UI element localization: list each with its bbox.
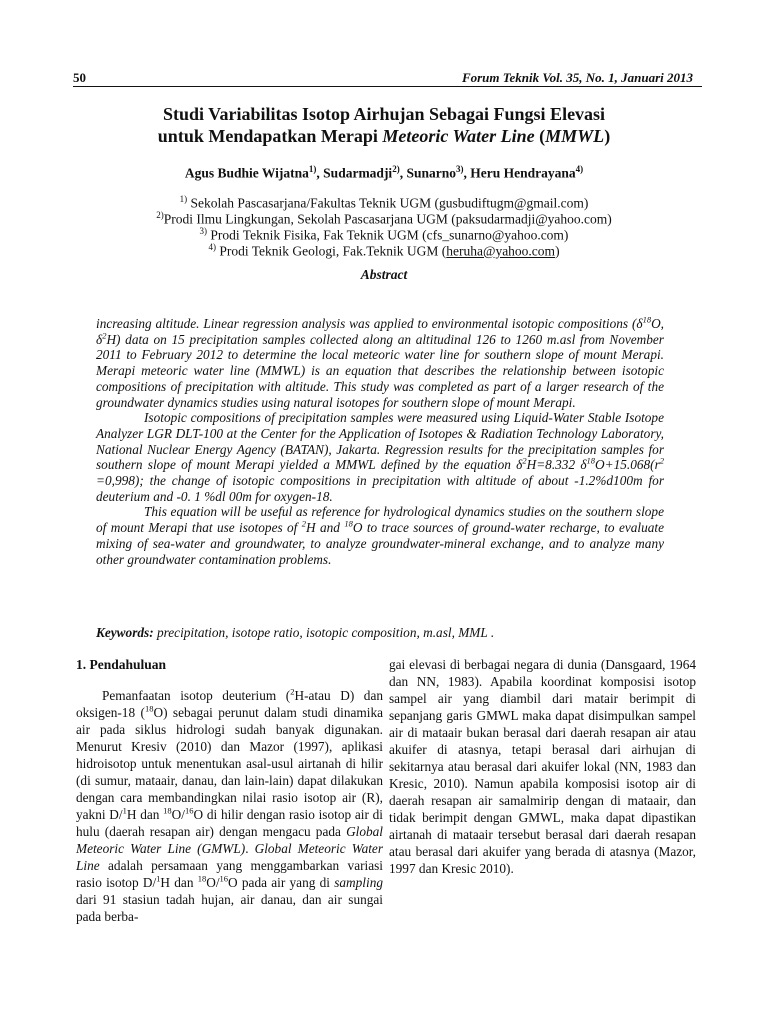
author-mark: 2)	[392, 164, 400, 174]
affiliation-text: Prodi Teknik Fisika, Fak Teknik UGM (cfs_sunarno@yahoo.com)	[207, 227, 569, 243]
affiliation-4	[60, 239, 708, 260]
title-paren-open: (	[534, 126, 546, 146]
author-mark: 4)	[575, 164, 584, 174]
running-header	[73, 70, 693, 84]
abstract-heading: Abstract	[360, 267, 408, 282]
journal-reference: Forum Teknik Vol. 35, No. 1, Januari 2013	[461, 70, 693, 85]
page-number: 50	[73, 70, 86, 85]
author-sep: ,	[316, 165, 324, 181]
body-paragraph: Pemanfaatan isotop deuterium ($^2$H-atau D) dan oksigen-18 ($^{18}$O) sebagai perunut dalam studi dinamika air pada siklus hidrologi sudah banyak digunakan. Menurut Kresiv (2010) dan Mazor (1997), aplikasi hidroisotop untuk menentukan asal-usul airtanah di hilir (di sumur, mataair, danau, dan lain-lain) dapat dilakukan dengan cara membandingkan nilai rasio isotop air (R), yakni D/$^1$H dan $^{18}$O/$^{16}$O di hilir dengan rasio isotop air di hulu (daerah resapan air) dengan mengacu pada Global Meteoric Water Line (GMWL). Global Meteoric Water Line adalah persamaan yang menggambarkan variasi rasio isotop D/$^1$H dan $^{18}$O/$^{16}$O pada air yang di sampling dari 91 stasiun tadah hujan, air danau, dan air sungai pada berba-	[76, 686, 384, 924]
title-italic: Meteoric Water Line	[382, 126, 535, 146]
abstract-paragraph-1: increasing altitude. Linear regression analysis was applied to environmental isotopic compositions ($\delta^{18}O$, $\delta^2H$) data on 15 precipitation samples collected along an altitudinal 126 to 1260 m.asl from November 2011 to February 2012 to determine the local meteoric water line for southern slope of mount Merapi. Merapi meteoric water line (MMWL) is an equation that describes the relationship between isotopic compositions of precipitation with altitude. This study was completed as part of a larger research of the groundwater dynamics studies using natural isotopes for southern slope of mount Merapi.	[96, 314, 664, 410]
author-mark: 3)	[455, 164, 464, 174]
paper-title-line-1: Studi Variabilitas Isotop Airhujan Sebagai Fungsi Elevasi	[162, 104, 606, 124]
title-paren-close: )	[604, 126, 611, 146]
body-column-left	[76, 656, 383, 925]
keywords-text: precipitation, isotope ratio, isotopic composition, m.asl, MML .	[153, 625, 495, 640]
affiliation-text-end: )	[555, 243, 560, 259]
abstract-body	[96, 316, 664, 567]
keywords	[96, 625, 664, 641]
affiliation-text: Sekolah Pascasarjana/Fakultas Teknik UGM (gusbudiftugm@gmail.com)	[187, 195, 589, 211]
affiliation-mark: 1)	[179, 194, 188, 204]
keywords-label: Keywords:	[96, 625, 154, 640]
author-sep: ,	[399, 165, 407, 181]
body-column-right	[389, 656, 696, 877]
author-list	[60, 164, 708, 182]
abstract-paragraph-2: Isotopic compositions of precipitation samples were measured using Liquid-Water Stable Isotope Analyzer LGR DLT-100 at the Center for the Application of Isotopes & Radiation Technology Laboratory, National Nuclear Energy Agency (BATAN), Jakarta. Regression results for the precipitation samples for southern slope of mount Merapi yielded a MMWL defined by the equation $\delta^2H=8.332$ $\delta^{18}O+15.068(r^2 =0,998)$; the change of isotopic compositions in precipitation with altitude of about -1.2%d100m for deuterium and -0. 1 %dl 00m for oxygen-18.	[96, 410, 665, 504]
body-paragraph-continued: gai elevasi di berbagai negara di dunia (Dansgaard, 1964 dan NN, 1983). Apabila koordinat komposisi isotop sampel air yang diambil dari matair berimpit di sepanjang garis GMWL maka dapat disimpulkan sampel air di mataair bukan berasal dari daerah resapan air atau akuifer di atasnya, tetapi berasal dari airhujan di sekitarnya atau berasal dari akuifer lokal (NN, 1983 dan Kresic, 2010). Namun apabila komposisi isotop air di daerah resapan air samalmirip dengan di mataair, dan tidak berimpit dengan GMWL, maka dapat dipastikan airtanah di mataair tersebut berasal dari daerah resapan atau berasal dari akuifer yang berada di atasnya (Mazor, 1997 dan Kresic 2010).	[389, 657, 696, 876]
title-abbrev: MMWL	[545, 126, 605, 146]
author-name: Sudarmadji	[323, 165, 393, 181]
author-name: Sunarno	[406, 165, 456, 181]
affiliation-text: Prodi Ilmu Lingkungan, Sekolah Pascasarjana UGM (paksudarmadji@yahoo.com)	[163, 211, 612, 227]
affiliation-text: Prodi Teknik Geologi, Fak.Teknik UGM (	[215, 243, 447, 259]
section-heading: 1. Pendahuluan	[76, 657, 167, 672]
affiliation-mark: 3)	[199, 226, 208, 236]
abstract-paragraph-3: This equation will be useful as reference for hydrological dynamics studies on the southern slope of mount Merapi that use isotopes of $^2$H and $^{18}$O to trace sources of ground-water recharge, to evaluate mixing of sea-water and groundwater, to analyze groundwater-mineral exchange, and to analyze many other groundwater contamination problems.	[96, 504, 664, 567]
affiliation-mark: 4)	[208, 242, 216, 252]
paper-title-line-2	[60, 125, 708, 147]
affiliation-mark: 2)	[156, 210, 164, 220]
author-name: Agus Budhie Wijatna	[184, 165, 309, 181]
author-mark: 1)	[308, 164, 317, 174]
author-sep: ,	[463, 165, 471, 181]
email-link[interactable]: heruha@yahoo.com	[446, 243, 556, 259]
header-rule	[73, 86, 702, 87]
author-name: Heru Hendrayana	[470, 165, 576, 181]
title-prefix: untuk Mendapatkan Merapi	[157, 126, 383, 146]
